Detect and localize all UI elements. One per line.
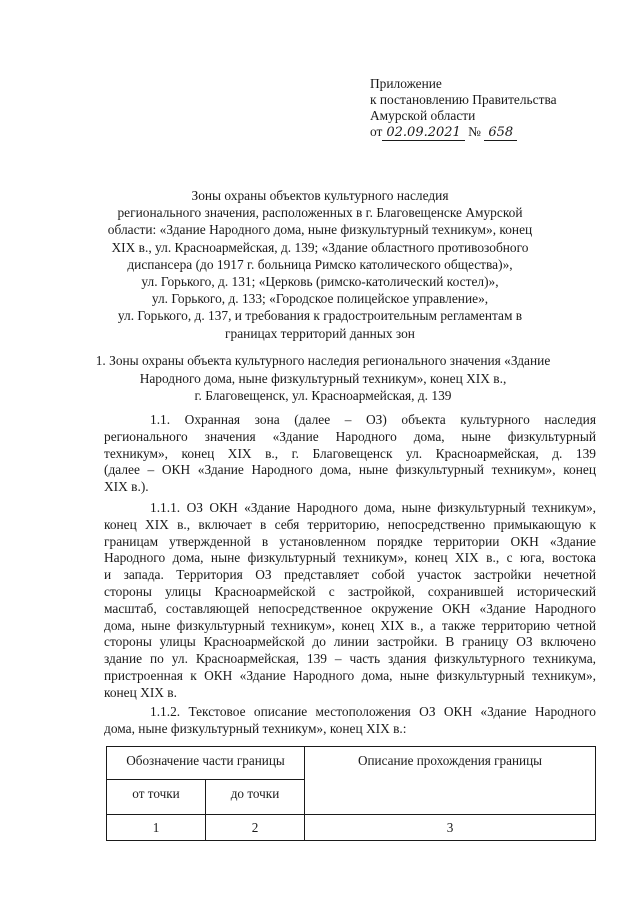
- paragraph-line: конец XIX в., включает в себя территорию, непосредственно примыкающую к: [104, 516, 596, 532]
- paragraph-line: 1.1.1. ОЗ ОКН «Здание Народного дома, ныне физкультурный техникум»,: [150, 500, 596, 515]
- title-line: XIX в., ул. Красноармейская, д. 139; «Здание областного противозобного: [111, 239, 529, 255]
- title-line: границах территорий данных зон: [225, 325, 415, 341]
- date-prefix: от: [370, 124, 383, 139]
- paragraph-line: пристроенная к ОКН «Здание Народного дома, ныне физкультурный техникум»,: [104, 667, 596, 683]
- handwritten-number: 658: [484, 126, 517, 141]
- paragraph-line: здание по ул. Красноармейская, 139 – часть здания физкультурного техникума,: [104, 651, 596, 667]
- appendix-date-number: [370, 124, 610, 141]
- paragraph-line: стороны улицы Красноармейской с застройкой, сохранившей исторический: [104, 583, 596, 599]
- title-line: диспансера (до 1917 г. больница Римско католического общества)»,: [127, 256, 513, 272]
- title-line: регионального значения, расположенных в г. Благовещенске Амурской: [117, 205, 523, 221]
- paragraph-1-1: [104, 412, 596, 496]
- appendix-region: Амурской области: [370, 108, 476, 123]
- header-to-point: до точки: [206, 780, 305, 815]
- paragraph-line: 1.1.2. Текстовое описание местоположения ОЗ ОКН «Здание Народного: [150, 704, 596, 719]
- column-number-1: 1: [107, 815, 206, 841]
- appendix-resolution: к постановлению Правительства: [370, 92, 557, 107]
- column-number-2: 2: [206, 815, 305, 841]
- title-line: Зоны охраны объектов культурного наследия: [191, 188, 449, 203]
- handwritten-date: 02.09.2021: [382, 126, 464, 141]
- title-line: ул. Горького, д. 131; «Церковь (римско-католический костел)»,: [141, 274, 499, 290]
- paragraph-line: и запада. Территория ОЗ представляет собой участок застройки нечетной: [104, 567, 596, 583]
- boundary-table: [106, 746, 596, 841]
- paragraph-1-1-2: [104, 704, 596, 738]
- title-line: области: «Здание Народного дома, ныне физкультурный техникум», конец: [107, 222, 533, 238]
- header-boundary-part: Обозначение части границы: [107, 747, 305, 780]
- paragraph-line: Народного дома, ныне физкультурный техникум», конец XIX в., с юга, востока: [104, 550, 596, 566]
- paragraph-line: XIX в.).: [104, 479, 149, 495]
- document-title: [100, 187, 540, 342]
- paragraph-line: стороны улицы Красноармейской до линии застройки. В границу ОЗ включено: [104, 634, 596, 650]
- paragraph-line: (далее – ОКН «Здание Народного дома, ныне физкультурный техникум», конец: [104, 462, 596, 478]
- paragraph-line: регионального значения «Здание Народного дома, ныне физкультурный: [104, 428, 596, 444]
- paragraph-line: дома, ныне физкультурный техникум», конец XIX в., а также территорию четной: [104, 617, 596, 633]
- paragraph-line: границам утвержденной в установленном порядке территории ОКН «Здание: [104, 533, 596, 549]
- section-line: 1. Зоны охраны объекта культурного наследия регионального значения «Здание: [95, 353, 551, 368]
- title-line: ул. Горького, д. 137, и требования к градостроительным регламентам в: [117, 308, 523, 324]
- appendix-block: [370, 76, 610, 141]
- paragraph-line: дома, ныне физкультурный техникум», конец XIX в.:: [104, 720, 407, 736]
- section-line: Народного дома, ныне физкультурный техникум», конец XIX в.,: [139, 370, 507, 386]
- appendix-title: Приложение: [370, 76, 442, 91]
- column-number-3: 3: [305, 815, 596, 841]
- paragraph-line: техникум», конец XIX в., г. Благовещенск ул. Красноармейская, д. 139: [104, 445, 596, 461]
- paragraph-line: 1.1. Охранная зона (далее – ОЗ) объекта культурного наследия: [150, 412, 596, 427]
- section-line: г. Благовещенск, ул. Красноармейская, д. 139: [194, 388, 452, 403]
- paragraph-1-1-1: [104, 500, 596, 702]
- paragraph-line: конец XIX в.: [104, 684, 177, 700]
- section-heading: [88, 352, 558, 405]
- title-line: ул. Горького, д. 133; «Городское полицейское управление»,: [151, 291, 489, 307]
- paragraph-line: масштаб, составляющей непосредственное окружение ОКН «Здание Народного: [104, 600, 596, 616]
- header-from-point: от точки: [107, 780, 206, 815]
- header-boundary-description: Описание прохождения границы: [305, 747, 596, 815]
- number-prefix: №: [468, 124, 481, 139]
